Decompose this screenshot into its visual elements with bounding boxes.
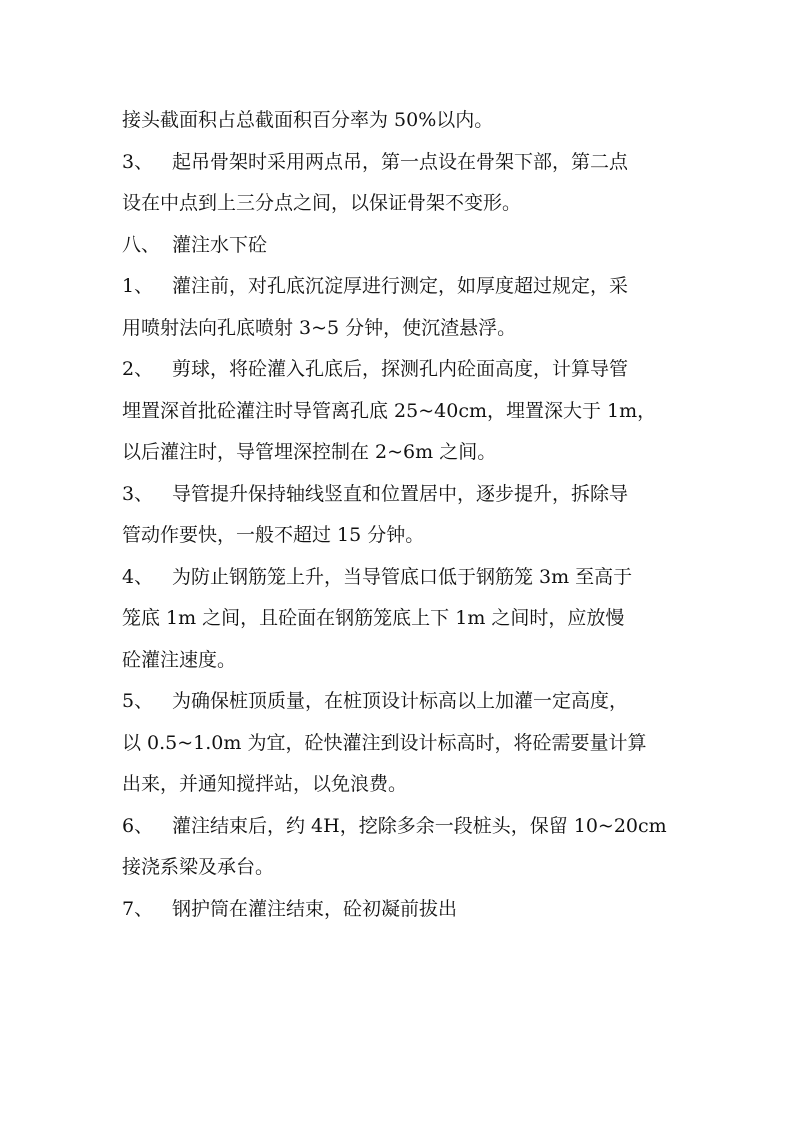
text-line: 设在中点到上三分点之间，以保证骨架不变形。 [122,192,522,214]
item-number: 3、 [122,151,154,173]
item-number: 4、 [122,566,154,588]
section-heading: 八、 灌注水下砼 [122,234,268,256]
list-item-line: 1、 灌注前，对孔底沉淀厚进行测定，如厚度超过规定，采 [122,275,629,297]
list-item-line: 2、 剪球，将砼灌入孔底后，探测孔内砼面高度，计算导管 [122,358,629,380]
item-number: 2、 [122,358,154,380]
list-item-line: 7、 钢护筒在灌注结束，砼初凝前拔出 [122,898,458,920]
item-number: 6、 [122,815,154,837]
text-line: 埋置深首批砼灌注时导管离孔底 25~40cm，埋置深大于 1m， [122,400,657,422]
text-line: 以后灌注时，导管埋深控制在 2~6m 之间。 [122,441,497,463]
list-item-line: 3、 导管提升保持轴线竖直和位置居中，逐步提升，拆除导 [122,483,629,505]
text-line: 出来，并通知搅拌站，以免浪费。 [122,773,408,795]
item-number: 3、 [122,483,154,505]
text-line: 接头截面积占总截面积百分率为 50%以内。 [122,109,494,131]
section-number: 八、 [122,234,161,256]
list-item-line: 3、 起吊骨架时采用两点吊，第一点设在骨架下部，第二点 [122,151,629,173]
item-number: 1、 [122,275,154,297]
text-line: 以 0.5~1.0m 为宜，砼快灌注到设计标高时，将砼需要量计算 [122,732,647,754]
text-line: 管动作要快，一般不超过 15 分钟。 [122,524,425,546]
list-item-line: 5、 为确保桩顶质量，在桩顶设计标高以上加灌一定高度， [122,690,629,712]
item-number: 7、 [122,898,154,920]
item-number: 5、 [122,690,154,712]
text-line: 砼灌注速度。 [122,649,237,671]
list-item-line: 6、 灌注结束后，约 4H，挖除多余一段桩头，保留 10~20cm [122,815,667,837]
list-item-line: 4、 为防止钢筋笼上升，当导管底口低于钢筋笼 3m 至高于 [122,566,633,588]
text-line: 用喷射法向孔底喷射 3~5 分钟，使沉渣悬浮。 [122,317,517,339]
text-line: 接浇系梁及承台。 [122,856,275,878]
text-line: 笼底 1m 之间，且砼面在钢筋笼底上下 1m 之间时，应放慢 [122,607,625,629]
